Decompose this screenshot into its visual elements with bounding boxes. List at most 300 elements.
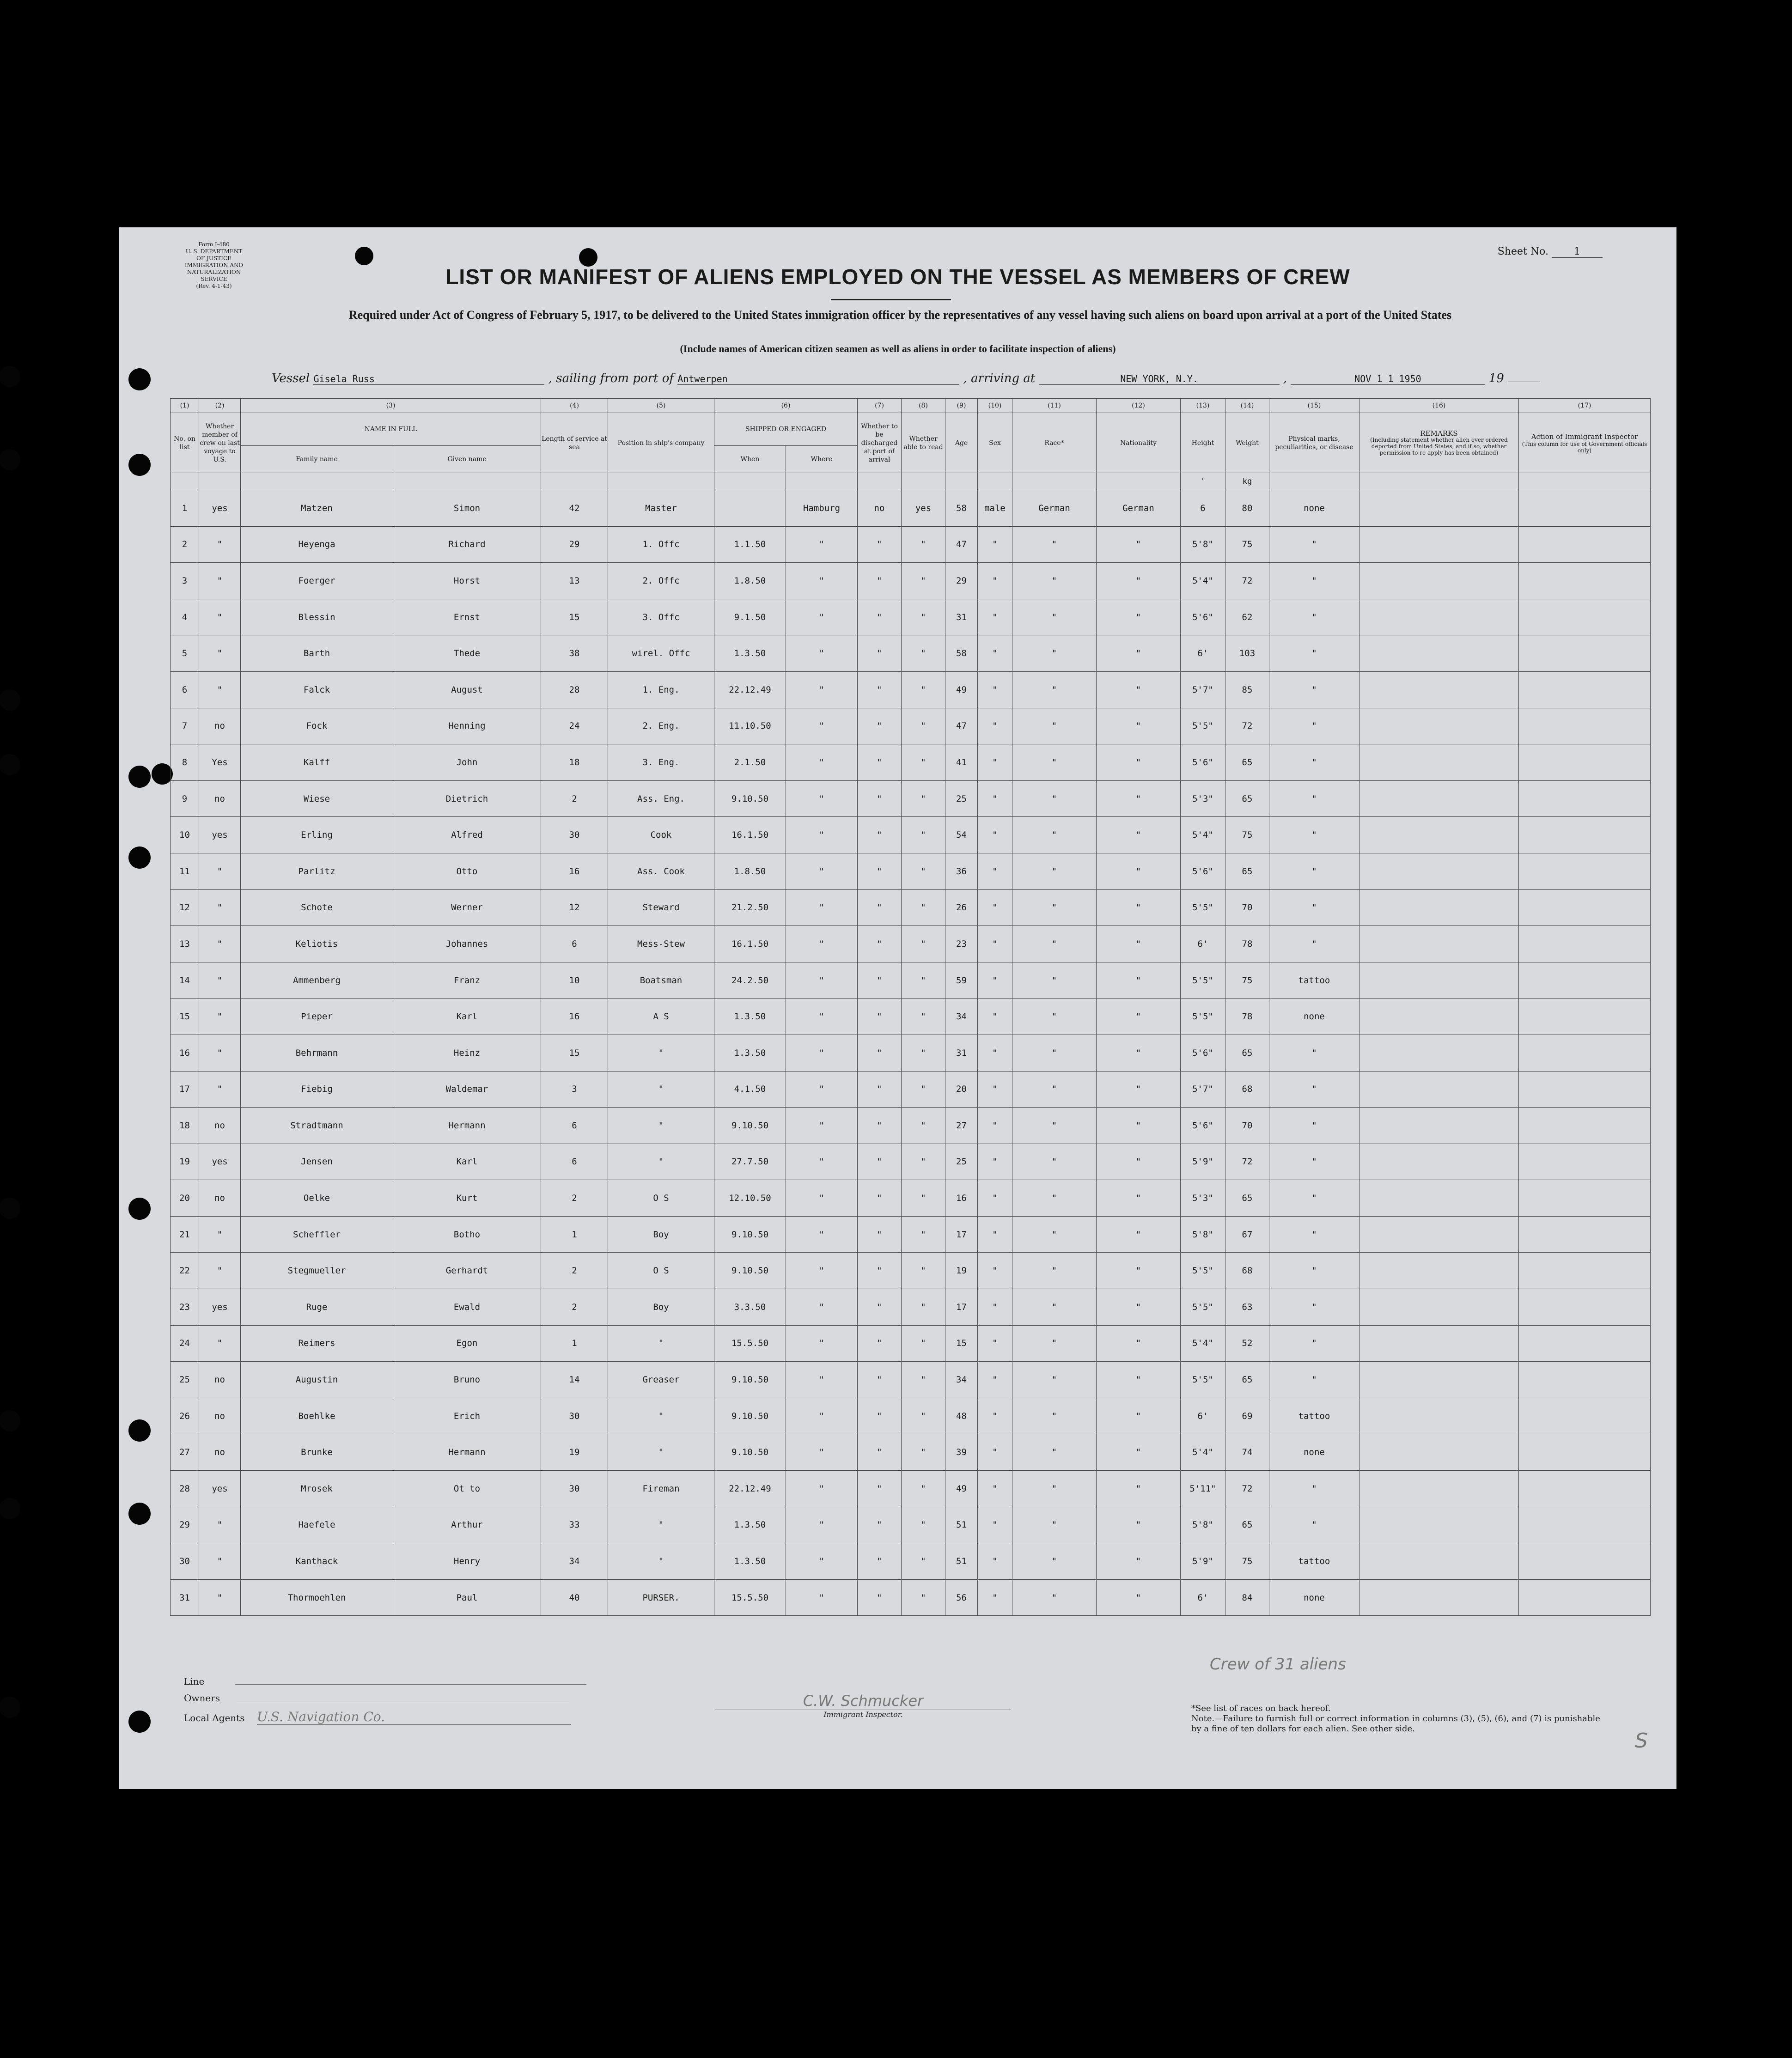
cell-service: 2 — [541, 1253, 608, 1289]
cell-weight: 68 — [1225, 1071, 1269, 1108]
cell-no: 7 — [171, 708, 199, 744]
cell-read: " — [902, 780, 945, 817]
cell-weight: 75 — [1225, 817, 1269, 853]
cell-action — [1519, 1325, 1651, 1362]
cell-where: " — [786, 780, 858, 817]
cell-height: 5'5" — [1181, 889, 1225, 926]
cell-prev: " — [199, 526, 241, 563]
cell-where: " — [786, 744, 858, 781]
cell-height: 5'7" — [1181, 671, 1225, 708]
cell-sex: " — [978, 1398, 1012, 1434]
cell-discharged: " — [858, 1180, 902, 1217]
cell-no: 24 — [171, 1325, 199, 1362]
table-row — [171, 1398, 1651, 1434]
cell-weight: 78 — [1225, 999, 1269, 1035]
punch-hole — [128, 1419, 151, 1442]
cell-race: " — [1012, 817, 1097, 853]
cell-age: 34 — [945, 999, 978, 1035]
cell-nationality: " — [1097, 1543, 1181, 1580]
cell-sex: " — [978, 671, 1012, 708]
col-3-num: (3) — [241, 399, 541, 413]
sheet-label: Sheet No. — [1497, 246, 1548, 257]
cell-action — [1519, 599, 1651, 635]
cell-discharged: " — [858, 1216, 902, 1253]
sailing-label: , sailing from port of — [548, 371, 674, 385]
cell-read: " — [902, 1253, 945, 1289]
cell-family: Barth — [241, 635, 393, 672]
cell-action — [1519, 1471, 1651, 1507]
cell-position: Ass. Cook — [608, 853, 714, 889]
table-row — [171, 780, 1651, 817]
cell-remarks — [1359, 1579, 1519, 1616]
cell-read: " — [902, 1362, 945, 1398]
cell-when: 9.10.50 — [714, 1253, 786, 1289]
cell-where: " — [786, 635, 858, 672]
cell-given: Heinz — [393, 1035, 541, 1071]
owners-label: Owners — [184, 1693, 220, 1704]
cell-nationality: " — [1097, 817, 1181, 853]
cell-discharged: " — [858, 563, 902, 599]
cell-discharged: " — [858, 1507, 902, 1543]
cell-where: " — [786, 1180, 858, 1217]
cell-prev: yes — [199, 817, 241, 853]
cell-sex: " — [978, 1434, 1012, 1471]
cell-age: 47 — [945, 526, 978, 563]
cell-action — [1519, 817, 1651, 853]
col-9-num: (9) — [945, 399, 978, 413]
cell-discharged: " — [858, 1035, 902, 1071]
cell-weight: 80 — [1225, 490, 1269, 527]
cell-action — [1519, 853, 1651, 889]
title-underline — [831, 299, 951, 300]
cell-race: " — [1012, 1180, 1097, 1217]
table-row — [171, 1108, 1651, 1144]
cell-family: Ruge — [241, 1289, 393, 1326]
cell-nationality: " — [1097, 599, 1181, 635]
subnote: (Include names of American citizen seamen as well as aliens in order to facilitate inspection of aliens) — [680, 343, 1116, 354]
cell-no: 22 — [171, 1253, 199, 1289]
table-row — [171, 1253, 1651, 1289]
cell-prev: no — [199, 1180, 241, 1217]
cell-marks: " — [1269, 1216, 1359, 1253]
cell-read: yes — [902, 490, 945, 527]
cell-when: 12.10.50 — [714, 1180, 786, 1217]
cell-position: Greaser — [608, 1362, 714, 1398]
cell-family: Heyenga — [241, 526, 393, 563]
cell-read: " — [902, 1471, 945, 1507]
cell-given: Paul — [393, 1579, 541, 1616]
cell-weight: 52 — [1225, 1325, 1269, 1362]
cell-when: 15.5.50 — [714, 1325, 786, 1362]
cell-prev: Yes — [199, 744, 241, 781]
cell-sex: " — [978, 1035, 1012, 1071]
col-10-header: Sex — [978, 413, 1012, 473]
cell-read: " — [902, 817, 945, 853]
cell-age: 58 — [945, 490, 978, 527]
cell-prev: no — [199, 1362, 241, 1398]
cell-given: Ot to — [393, 1471, 541, 1507]
cell-remarks — [1359, 1035, 1519, 1071]
cell-position: 2. Offc — [608, 563, 714, 599]
cell-height: 6' — [1181, 926, 1225, 962]
cell-weight: 65 — [1225, 1362, 1269, 1398]
cell-given: Ernst — [393, 599, 541, 635]
cell-sex: " — [978, 1543, 1012, 1580]
cell-position: Master — [608, 490, 714, 527]
cell-sex: " — [978, 1180, 1012, 1217]
inspector-signature: C.W. Schmucker — [715, 1692, 1011, 1710]
cell-marks: none — [1269, 1434, 1359, 1471]
cell-where: " — [786, 1543, 858, 1580]
cell-position: " — [608, 1398, 714, 1434]
cell-prev: yes — [199, 1471, 241, 1507]
cell-no: 30 — [171, 1543, 199, 1580]
cell-nationality: " — [1097, 1398, 1181, 1434]
cell-race: " — [1012, 1216, 1097, 1253]
form-number: Form I-480 — [198, 241, 230, 248]
cell-weight: 84 — [1225, 1579, 1269, 1616]
col-7-num: (7) — [858, 399, 902, 413]
cell-action — [1519, 1035, 1651, 1071]
cell-race: " — [1012, 1289, 1097, 1326]
cell-age: 23 — [945, 926, 978, 962]
cell-height: 5'4" — [1181, 1325, 1225, 1362]
cell-height: 5'5" — [1181, 1289, 1225, 1326]
cell-family: Mrosek — [241, 1471, 393, 1507]
cell-given: Henry — [393, 1543, 541, 1580]
cell-height: 5'4" — [1181, 563, 1225, 599]
cell-height: 5'5" — [1181, 708, 1225, 744]
cell-when: 9.10.50 — [714, 1362, 786, 1398]
cell-discharged: " — [858, 1471, 902, 1507]
cell-family: Blessin — [241, 599, 393, 635]
cell-no: 13 — [171, 926, 199, 962]
cell-discharged: " — [858, 744, 902, 781]
cell-no: 21 — [171, 1216, 199, 1253]
cell-family: Reimers — [241, 1325, 393, 1362]
cell-when: 9.10.50 — [714, 780, 786, 817]
cell-when: 15.5.50 — [714, 1579, 786, 1616]
cell-action — [1519, 671, 1651, 708]
family-name-header: Family name — [241, 446, 393, 473]
cell-sex: " — [978, 1253, 1012, 1289]
cell-position: 1. Eng. — [608, 671, 714, 708]
page-title: LIST OR MANIFEST OF ALIENS EMPLOYED ON THE VESSEL AS MEMBERS OF CREW — [445, 265, 1350, 289]
punch-hole — [0, 689, 20, 711]
cell-nationality: " — [1097, 1434, 1181, 1471]
cell-position: O S — [608, 1253, 714, 1289]
cell-remarks — [1359, 1325, 1519, 1362]
cell-nationality: " — [1097, 526, 1181, 563]
cell-race: " — [1012, 780, 1097, 817]
cell-prev: yes — [199, 1144, 241, 1180]
punch-hole — [0, 366, 20, 387]
table-row — [171, 599, 1651, 635]
table-row — [171, 490, 1651, 527]
punch-hole — [128, 1711, 151, 1733]
cell-nationality: " — [1097, 853, 1181, 889]
cell-nationality: German — [1097, 490, 1181, 527]
col-12-num: (12) — [1097, 399, 1181, 413]
cell-given: Bruno — [393, 1362, 541, 1398]
cell-remarks — [1359, 1144, 1519, 1180]
cell-weight: 72 — [1225, 1144, 1269, 1180]
cell-age: 25 — [945, 1144, 978, 1180]
cell-position: " — [608, 1507, 714, 1543]
cell-race: " — [1012, 744, 1097, 781]
cell-family: Fiebig — [241, 1071, 393, 1108]
cell-age: 51 — [945, 1543, 978, 1580]
cell-position: Cook — [608, 817, 714, 853]
cell-nationality: " — [1097, 1471, 1181, 1507]
cell-age: 48 — [945, 1398, 978, 1434]
table-row — [171, 671, 1651, 708]
cell-given: Karl — [393, 1144, 541, 1180]
cell-marks: " — [1269, 889, 1359, 926]
cell-remarks — [1359, 490, 1519, 527]
cell-where: " — [786, 599, 858, 635]
cell-family: Ammenberg — [241, 962, 393, 999]
cell-remarks — [1359, 563, 1519, 599]
cell-discharged: " — [858, 708, 902, 744]
cell-discharged: " — [858, 599, 902, 635]
cell-remarks — [1359, 853, 1519, 889]
cell-sex: " — [978, 999, 1012, 1035]
cell-action — [1519, 1253, 1651, 1289]
cell-action — [1519, 708, 1651, 744]
cell-nationality: " — [1097, 671, 1181, 708]
cell-service: 38 — [541, 635, 608, 672]
cell-nationality: " — [1097, 962, 1181, 999]
cell-marks: " — [1269, 599, 1359, 635]
arrival-date: NOV 1 1 1950 — [1291, 373, 1485, 385]
cell-position: " — [608, 1434, 714, 1471]
col-14-num: (14) — [1225, 399, 1269, 413]
cell-sex: " — [978, 599, 1012, 635]
cell-sex: " — [978, 1289, 1012, 1326]
cell-nationality: " — [1097, 1289, 1181, 1326]
cell-when: 3.3.50 — [714, 1289, 786, 1326]
cell-nationality: " — [1097, 1325, 1181, 1362]
cell-race: " — [1012, 635, 1097, 672]
cell-read: " — [902, 1108, 945, 1144]
cell-discharged: " — [858, 1434, 902, 1471]
cell-service: 16 — [541, 853, 608, 889]
cell-height: 6' — [1181, 1579, 1225, 1616]
table-row — [171, 1071, 1651, 1108]
table-row — [171, 563, 1651, 599]
cell-read: " — [902, 563, 945, 599]
inspector-label: Immigrant Inspector. — [823, 1710, 903, 1719]
cell-nationality: " — [1097, 1144, 1181, 1180]
table-row — [171, 526, 1651, 563]
cell-weight: 65 — [1225, 1180, 1269, 1217]
cell-position: Mess-Stew — [608, 926, 714, 962]
cell-action — [1519, 926, 1651, 962]
when-header: When — [714, 446, 786, 473]
cell-family: Haefele — [241, 1507, 393, 1543]
cell-action — [1519, 1108, 1651, 1144]
cell-marks: none — [1269, 999, 1359, 1035]
col-8-header: Whether able to read — [902, 413, 945, 473]
agents-label: Local Agents — [184, 1712, 245, 1723]
cell-service: 10 — [541, 962, 608, 999]
cell-remarks — [1359, 962, 1519, 999]
col-2-header: Whether member of crew on last voyage to U.S. — [199, 413, 241, 473]
cell-service: 6 — [541, 1144, 608, 1180]
cell-when: 27.7.50 — [714, 1144, 786, 1180]
cell-nationality: " — [1097, 1180, 1181, 1217]
cell-read: " — [902, 1325, 945, 1362]
cell-family: Falck — [241, 671, 393, 708]
cell-remarks — [1359, 1543, 1519, 1580]
cell-action — [1519, 1507, 1651, 1543]
cell-age: 51 — [945, 1507, 978, 1543]
cell-sex: " — [978, 526, 1012, 563]
given-name-header: Given name — [393, 446, 541, 473]
cell-service: 15 — [541, 1035, 608, 1071]
cell-age: 58 — [945, 635, 978, 672]
cell-where: " — [786, 1144, 858, 1180]
col-5-header: Position in ship's company — [608, 413, 714, 473]
vessel-label: Vessel — [272, 371, 310, 385]
cell-service: 6 — [541, 1108, 608, 1144]
cell-action — [1519, 1398, 1651, 1434]
cell-age: 39 — [945, 1434, 978, 1471]
cell-read: " — [902, 526, 945, 563]
cell-service: 14 — [541, 1362, 608, 1398]
cell-age: 59 — [945, 962, 978, 999]
cell-read: " — [902, 1543, 945, 1580]
cell-race: " — [1012, 1434, 1097, 1471]
cell-weight: 103 — [1225, 635, 1269, 672]
cell-remarks — [1359, 817, 1519, 853]
cell-when: 1.3.50 — [714, 999, 786, 1035]
cell-age: 47 — [945, 708, 978, 744]
inspector-block — [715, 1692, 1011, 1719]
cell-remarks — [1359, 1071, 1519, 1108]
cell-sex: " — [978, 780, 1012, 817]
cell-no: 29 — [171, 1507, 199, 1543]
cell-action — [1519, 1144, 1651, 1180]
cell-remarks — [1359, 744, 1519, 781]
cell-position: Boy — [608, 1216, 714, 1253]
cell-discharged: " — [858, 1398, 902, 1434]
cell-service: 42 — [541, 490, 608, 527]
cell-weight: 70 — [1225, 1108, 1269, 1144]
cell-sex: " — [978, 889, 1012, 926]
cell-read: " — [902, 1071, 945, 1108]
cell-race: " — [1012, 1035, 1097, 1071]
cell-position: " — [608, 1071, 714, 1108]
cell-no: 31 — [171, 1579, 199, 1616]
cell-sex: " — [978, 1216, 1012, 1253]
cell-sex: " — [978, 1507, 1012, 1543]
cell-age: 31 — [945, 1035, 978, 1071]
table-row — [171, 889, 1651, 926]
cell-remarks — [1359, 999, 1519, 1035]
cell-age: 16 — [945, 1180, 978, 1217]
cell-prev: " — [199, 563, 241, 599]
col-16-num: (16) — [1359, 399, 1519, 413]
cell-given: Hermann — [393, 1108, 541, 1144]
cell-nationality: " — [1097, 1108, 1181, 1144]
cell-discharged: " — [858, 526, 902, 563]
cell-prev: no — [199, 1434, 241, 1471]
col-4-num: (4) — [541, 399, 608, 413]
cell-no: 15 — [171, 999, 199, 1035]
cell-service: 16 — [541, 999, 608, 1035]
cell-family: Wiese — [241, 780, 393, 817]
cell-when: 9.10.50 — [714, 1434, 786, 1471]
cell-weight: 78 — [1225, 926, 1269, 962]
cell-when: 9.10.50 — [714, 1108, 786, 1144]
cell-when: 9.1.50 — [714, 599, 786, 635]
cell-sex: " — [978, 1071, 1012, 1108]
cell-given: Ewald — [393, 1289, 541, 1326]
cell-action — [1519, 1543, 1651, 1580]
cell-race: " — [1012, 889, 1097, 926]
vessel-name: Gisela Russ — [313, 373, 544, 385]
cell-marks: " — [1269, 1108, 1359, 1144]
sheet-value: 1 — [1552, 246, 1603, 258]
cell-race: " — [1012, 563, 1097, 599]
cell-sex: " — [978, 635, 1012, 672]
cell-height: 5'5" — [1181, 1253, 1225, 1289]
cell-nationality: " — [1097, 1253, 1181, 1289]
cell-family: Stradtmann — [241, 1108, 393, 1144]
cell-discharged: " — [858, 671, 902, 708]
cell-prev: " — [199, 999, 241, 1035]
cell-service: 40 — [541, 1579, 608, 1616]
cell-action — [1519, 1216, 1651, 1253]
cell-family: Thormoehlen — [241, 1579, 393, 1616]
cell-discharged: " — [858, 999, 902, 1035]
table-row — [171, 817, 1651, 853]
cell-where: " — [786, 999, 858, 1035]
cell-given: Waldemar — [393, 1071, 541, 1108]
cell-action — [1519, 744, 1651, 781]
agents-value: U.S. Navigation Co. — [257, 1709, 571, 1725]
cell-sex: " — [978, 1108, 1012, 1144]
cell-service: 2 — [541, 780, 608, 817]
cell-position: 3. Eng. — [608, 744, 714, 781]
cell-marks: " — [1269, 1471, 1359, 1507]
cell-remarks — [1359, 1253, 1519, 1289]
cell-given: John — [393, 744, 541, 781]
cell-given: Horst — [393, 563, 541, 599]
punch-hole — [128, 454, 151, 476]
cell-action — [1519, 1579, 1651, 1616]
cell-height: 6 — [1181, 490, 1225, 527]
cell-marks: none — [1269, 490, 1359, 527]
cell-family: Foerger — [241, 563, 393, 599]
cell-weight: 62 — [1225, 599, 1269, 635]
cell-service: 1 — [541, 1216, 608, 1253]
cell-remarks — [1359, 1108, 1519, 1144]
cell-height: 6' — [1181, 1398, 1225, 1434]
cell-where: " — [786, 1253, 858, 1289]
cell-discharged: " — [858, 853, 902, 889]
department: U. S. DEPARTMENT OF JUSTICE — [185, 248, 243, 262]
cell-age: 31 — [945, 599, 978, 635]
cell-height: 5'5" — [1181, 1362, 1225, 1398]
cell-no: 28 — [171, 1471, 199, 1507]
cell-height: 5'3" — [1181, 780, 1225, 817]
cell-service: 28 — [541, 671, 608, 708]
cell-discharged: " — [858, 1071, 902, 1108]
cell-remarks — [1359, 599, 1519, 635]
